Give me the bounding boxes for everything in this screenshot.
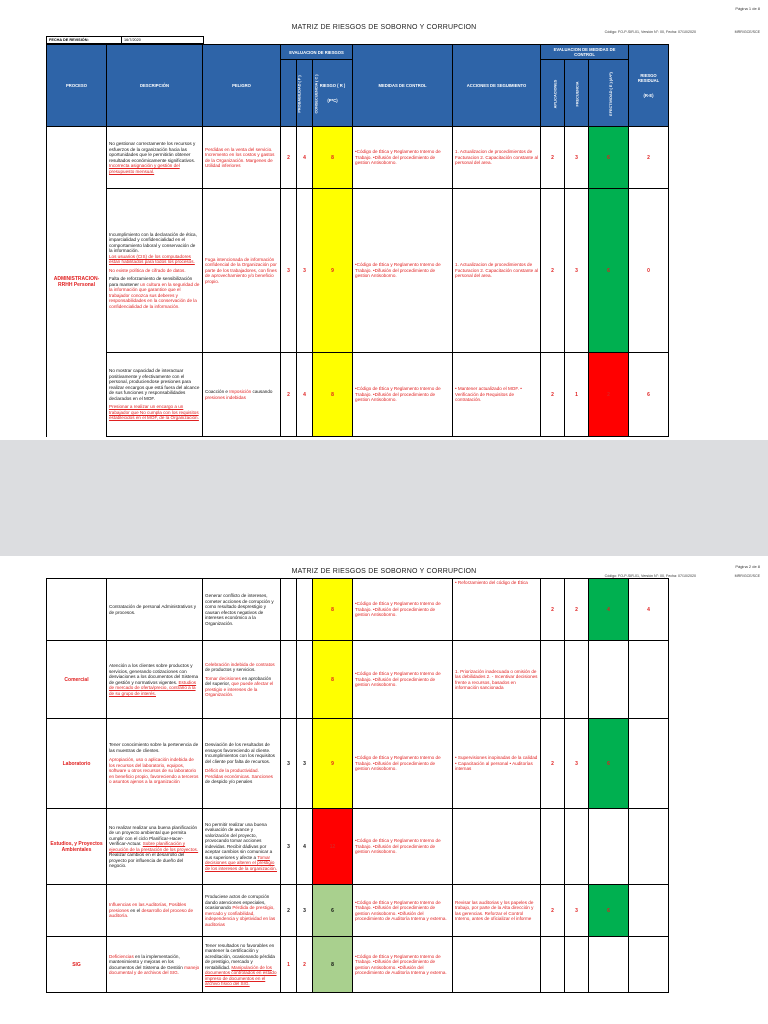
aplicaciones-cell: 2 — [541, 189, 565, 353]
medidas-cell: •Código de Ética y Reglamento Interno de Trabajo. •Difusión del procedimiento de gestion Antisoborno. •Difusión del procedimiento de Auditoría Interna y externa. — [353, 937, 453, 993]
riesgo-cell: 8 — [313, 937, 353, 993]
table-row — [47, 719, 669, 809]
peligro-cell: Perdidas en la venta del servicio. Incremento en los costos y gastos de la Organización. Margenes de Utilidad inferiores — [203, 127, 281, 189]
header-efectividad: EFECTIVIDAD ( E ) (A*F) — [589, 60, 629, 127]
frecuencia-cell — [565, 641, 589, 719]
efectividad-cell: 6 — [589, 127, 629, 189]
descripcion-cell: Tener conocimiento sobre la pertenencia de las muestras de clientes. Apropiación, uso o aplicación indebida de los recursos del laboratorio, equipos, software u otros recursos de su laboratorio en beneficio propio, favoreciendo a terceros o asuntos ajenos a la organización — [107, 719, 203, 809]
acciones-cell: 1. Priorización inadecuada o omisión de las debilidades 2. - Incentivar decisiones frente a recursos, basados en información sancionada — [453, 641, 541, 719]
aplicaciones-cell: 2 — [541, 127, 565, 189]
medidas-cell: •Código de Ética y Reglamento Interno de Trabajo. •Difusión del procedimiento de gestion Antisoborno. — [353, 809, 453, 885]
acciones-cell: Revisar las auditorias y los papeles de trabajo, por parte de la Alta dirección y las gerencias. Reforzar el Control Interno, antes de oficializar el informe — [453, 885, 541, 937]
aplicaciones-cell — [541, 809, 565, 885]
riesgo-cell: 9 — [313, 189, 353, 353]
riesgo-cell: 8 — [313, 579, 353, 641]
residual-cell — [629, 809, 669, 885]
table-row — [47, 885, 669, 937]
header-riesgo-label: RIESGO ( R ) — [319, 83, 346, 88]
header-aplicaciones: APLICACIONES — [541, 60, 565, 127]
document-title: MATRIZ DE RIESGOS DE SOBORNO Y CORRUPCION — [291, 24, 477, 31]
header-evaluacion: EVALUACION DE RIESGOS — [281, 45, 353, 60]
aplicaciones-cell: 2 — [541, 353, 565, 437]
efectividad-cell: 4 — [589, 579, 629, 641]
risk-matrix-table-1 — [46, 44, 669, 437]
consecuencia-cell: 4 — [297, 809, 313, 885]
peligro-cell: Coacción e Imposición causando presiones indebidas — [203, 353, 281, 437]
efectividad-cell: 6 — [589, 189, 629, 353]
document-title: MATRIZ DE RIESGOS DE SOBORNO Y CORRUPCION — [291, 568, 477, 575]
probabilidad-cell: 2 — [281, 127, 297, 189]
efectividad-cell: 2 — [589, 353, 629, 437]
peligro-cell: Desviación de los resultados de ensayos favoreciendo al cliente. Incumplimientos con los requisitos del cliente por falta de recursos. Déficit de la productividad. Perdidas económicas. Sanciones de despido y/o penales — [203, 719, 281, 809]
medidas-cell: •Código de Ética y Reglamento Interno de Trabajo. •Difusión del procedimiento de gestion Antisoborno. — [353, 189, 453, 353]
medidas-cell: •Código de Ética y Reglamento Interno de Trabajo. •Difusión del procedimiento de gestion Antisoborno. — [353, 579, 453, 641]
riesgo-cell: 8 — [313, 353, 353, 437]
frecuencia-cell — [565, 809, 589, 885]
acciones-cell: 1. Actualizacion de procedimientos de Facturacion 2. Capacitación constante al personal del area. — [453, 189, 541, 353]
frecuencia-cell: 3 — [565, 719, 589, 809]
consecuencia-cell — [297, 641, 313, 719]
descripcion-cell: No mostrar capacidad de interactuar positivamente y efectivamente con el personal, produciendose presiones para realizar encargos que está fuera del alcance de sus funciones y responsabilidades declarados en el MOF. Presionar a realizar un encargo a un trabajador que No cumpla con los requisitos establecidos en el MOF, de la Organización. — [107, 353, 203, 437]
revision-date-box — [46, 36, 204, 44]
header-residual-sub: (R-E) — [643, 93, 654, 98]
aplicaciones-cell: 2 — [541, 579, 565, 641]
medidas-cell: •Código de Ética y Reglamento Interno de Trabajo. •Difusión del procedimiento de gestion Antisoborno. — [353, 719, 453, 809]
page-1 — [0, 0, 768, 440]
acciones-cell: • Reforzamiento del código de Ética — [453, 579, 541, 641]
frecuencia-cell: 1 — [565, 353, 589, 437]
residual-cell: 2 — [629, 127, 669, 189]
medidas-cell: •Código de Ética y Reglamento Interno de Trabajo. •Difusión del procedimiento de gestion Antisoborno. — [353, 353, 453, 437]
proceso-cell: Estudios, y Proyectos Ambientales — [47, 809, 107, 885]
residual-cell — [629, 719, 669, 809]
peligro-cell: Fuga intencionada de información confidencial de la Organización por parte de los trabajadores, con fines de aprovechamiento y/o beneficio propio. — [203, 189, 281, 353]
table-row — [47, 579, 669, 641]
riesgo-cell: 6 — [313, 885, 353, 937]
descripcion-cell: Atención a los clientes sobre productos y servicios, generando cotizaciones con desviaciones a los documentos del Sistema de gestión y normativos vigentes. Estudios de mercado de oferta/precio, contrario a la de su grupo de interés. — [107, 641, 203, 719]
residual-cell — [629, 937, 669, 993]
proceso-cell: SIG — [47, 937, 107, 993]
riesgo-cell: 8 — [313, 127, 353, 189]
acciones-cell — [453, 937, 541, 993]
aplicaciones-cell: 2 — [541, 719, 565, 809]
acciones-cell: • Mantener actualizado el MOF. • Verificación de Requisitos de contratación. — [453, 353, 541, 437]
consecuencia-cell: 4 — [297, 353, 313, 437]
descripcion-cell: No realizar realizar una buena planificación de un proyecto ambiental que permita cumplir con el ciclo Planificar-Hacer-Verificar-Actuar. Sobre planificación y ejecución de la prestación de los proyectos. Realizar cambios en el desarrollo del proyecto por influencia de dueño del negocio. — [107, 809, 203, 885]
proceso-cell — [47, 885, 107, 937]
aplicaciones-cell — [541, 641, 565, 719]
efectividad-cell — [589, 937, 629, 993]
probabilidad-cell: 1 — [281, 937, 297, 993]
peligro-cell: Tener resultados no favorables en mantener la certificación y acreditación, ocasionando pérdida de prestigio, mercado y rentabilidad. Manipulación de los documentos controlados en estado impreso de documentos en el archivo físico del SIG. — [203, 937, 281, 993]
header-frecuencia: FRECUENCIA — [565, 60, 589, 127]
proceso-cell: Laboratorio — [47, 719, 107, 809]
riesgo-cell: 8 — [313, 641, 353, 719]
descripcion-cell: Influencias en las Auditorías, Posibles presiones en el desarrollo del proceso de auditoría. — [107, 885, 203, 937]
proceso-cell — [47, 579, 107, 641]
residual-cell: 6 — [629, 353, 669, 437]
riesgo-cell: 9 — [313, 719, 353, 809]
consecuencia-cell — [297, 579, 313, 641]
header-evaluacion-medidas: EVALUACION DE MEDIDAS DE CONTROL — [541, 45, 629, 60]
probabilidad-cell: 3 — [281, 719, 297, 809]
page-number: Página 2 de 8 — [735, 564, 760, 569]
table-row — [47, 127, 669, 189]
table-row — [47, 937, 669, 993]
residual-cell — [629, 641, 669, 719]
header-row-1 — [47, 45, 669, 60]
header-medidas: MEDIDAS DE CONTROL — [353, 45, 453, 127]
table-row — [47, 353, 669, 437]
document-code: Código: FO-P-SIR-01, Versión N°: 00, Fecha: 07/10/2020 — [604, 30, 696, 34]
descripcion-cell: Contratación de personal Administrativos y de procesos. — [107, 579, 203, 641]
header-residual — [629, 45, 669, 127]
probabilidad-cell: 3 — [281, 189, 297, 353]
page-number: Página 1 de 8 — [735, 6, 760, 11]
peligro-cell: No permitir realizar una buena evaluación de avance y valorización del proyecto, provocando tomar acciones indevidas. Recibir dádivas por aceptar cambios sin comunicar a sus superiores y afecte a Tomar decisiones que alteren el prestigio de los intereses de la organización. — [203, 809, 281, 885]
page-2 — [0, 556, 768, 1024]
descripcion-cell: Deficiencias en la implementación, mantenimiento y mejoras en los documentos del Sistema de Gestión manejo documental y de archivos del SIG. — [107, 937, 203, 993]
residual-cell — [629, 885, 669, 937]
probabilidad-cell: 3 — [281, 809, 297, 885]
efectividad-cell — [589, 809, 629, 885]
consecuencia-cell: 2 — [297, 937, 313, 993]
document-ref: MRR/GCE/SCE — [734, 574, 760, 578]
descripcion-cell: Incumplimiento con la declaración de ética, imparcialidad y confidencialidad en el comportamiento laboral y conservación de la información. Los usuarios (CIS) de los computadores están habilitados para todos los procesos. No existe política de cifrado de datos. Falta de reforzamiento de sensibilización para mantener un cultura en la seguridad de la información que garantice que el trabajador conozca sus deberes y responsabilidades en la conservación de la confidencialidad de la información. — [107, 189, 203, 353]
probabilidad-cell — [281, 641, 297, 719]
document-code: Código: FO-P-SIR-01, Versión N°: 00, Fecha: 07/10/2020 — [604, 574, 696, 578]
efectividad-cell: 6 — [589, 719, 629, 809]
frecuencia-cell: 3 — [565, 189, 589, 353]
frecuencia-cell: 3 — [565, 885, 589, 937]
frecuencia-cell: 3 — [565, 127, 589, 189]
acciones-cell: • Supervisiones inopinadas de la calidad • Capacitación al personal • Auditorías internas — [453, 719, 541, 809]
descripcion-cell: No gestionar correctamente los recursos y esfuerzos de la organización hacia las oportunidades que le permitirán obtener resultados económicamente significativos. Incorrecta asignación y gestión del presupuesto mensual. — [107, 127, 203, 189]
consecuencia-cell: 3 — [297, 719, 313, 809]
aplicaciones-cell: 2 — [541, 885, 565, 937]
proceso-cell: ADMINISTRACION-RRHH Personal — [47, 127, 107, 437]
header-consecuencia: CONSECUENCIA ( C ) — [297, 60, 313, 127]
header-riesgo-sub: (P*C) — [327, 98, 338, 103]
medidas-cell: •Código de Ética y Reglamento Interno de Trabajo. •Difusión del procedimiento de gestion Antisoborno. — [353, 127, 453, 189]
risk-matrix-table-2 — [46, 578, 669, 993]
consecuencia-cell: 4 — [297, 127, 313, 189]
peligro-cell: Celebración indebida de contratos de productos y servicios. Tomar decisiones en aprobación del superior, que puede afectar el prestigio e intereses de la Organización. — [203, 641, 281, 719]
header-probabilidad: PROBABILIDAD ( P ) — [281, 60, 297, 127]
residual-cell: 0 — [629, 189, 669, 353]
residual-cell: 4 — [629, 579, 669, 641]
table-row — [47, 809, 669, 885]
header-descripcion: DESCRIPCIÓN — [107, 45, 203, 127]
header-proceso: PROCESO — [47, 45, 107, 127]
document-ref: MRR/GCE/SCE — [734, 30, 760, 34]
consecuencia-cell: 3 — [297, 189, 313, 353]
revision-date-value: 16/7/2020 — [124, 38, 141, 42]
medidas-cell: •Código de Ética y Reglamento Interno de Trabajo. •Difusión del procedimiento de gestion Antisoborno. •Difusión del procedimiento de Auditoría Interna y externa. — [353, 885, 453, 937]
frecuencia-cell: 2 — [565, 579, 589, 641]
header-acciones: ACCIONES DE SEGUIMIENTO — [453, 45, 541, 127]
frecuencia-cell — [565, 937, 589, 993]
acciones-cell: 1. Actualizacion de procedimientos de Facturacion 2. Capacitación constante al personal del area. — [453, 127, 541, 189]
aplicaciones-cell — [541, 937, 565, 993]
header-peligro: PELIGRO — [203, 45, 281, 127]
peligro-cell: Produciese actos de corrupción dando atenciones especiales, ocasionando Pérdida de prestigio, mercado y confiabilidad, independencia y objetividad en las auditorias — [203, 885, 281, 937]
efectividad-cell: 6 — [589, 885, 629, 937]
header-residual-label: RIESGO RESIDUAL — [637, 73, 660, 83]
consecuencia-cell: 3 — [297, 885, 313, 937]
probabilidad-cell: 2 — [281, 353, 297, 437]
revision-date-label: FECHA DE REVISIÓN: — [47, 37, 122, 43]
riesgo-cell: 12 — [313, 809, 353, 885]
efectividad-cell — [589, 641, 629, 719]
table-row — [47, 641, 669, 719]
medidas-cell: •Código de Ética y Reglamento Interno de Trabajo. •Difusión del procedimiento de gestion Antisoborno. — [353, 641, 453, 719]
peligro-cell: Generar conflicto de intereses, cometer acciones de corrupción y como resultado desprestigio y causan efectos negativos de intereses económico a la Organización. — [203, 579, 281, 641]
probabilidad-cell: 2 — [281, 885, 297, 937]
probabilidad-cell — [281, 579, 297, 641]
acciones-cell — [453, 809, 541, 885]
proceso-cell: Comercial — [47, 641, 107, 719]
table-row — [47, 189, 669, 353]
